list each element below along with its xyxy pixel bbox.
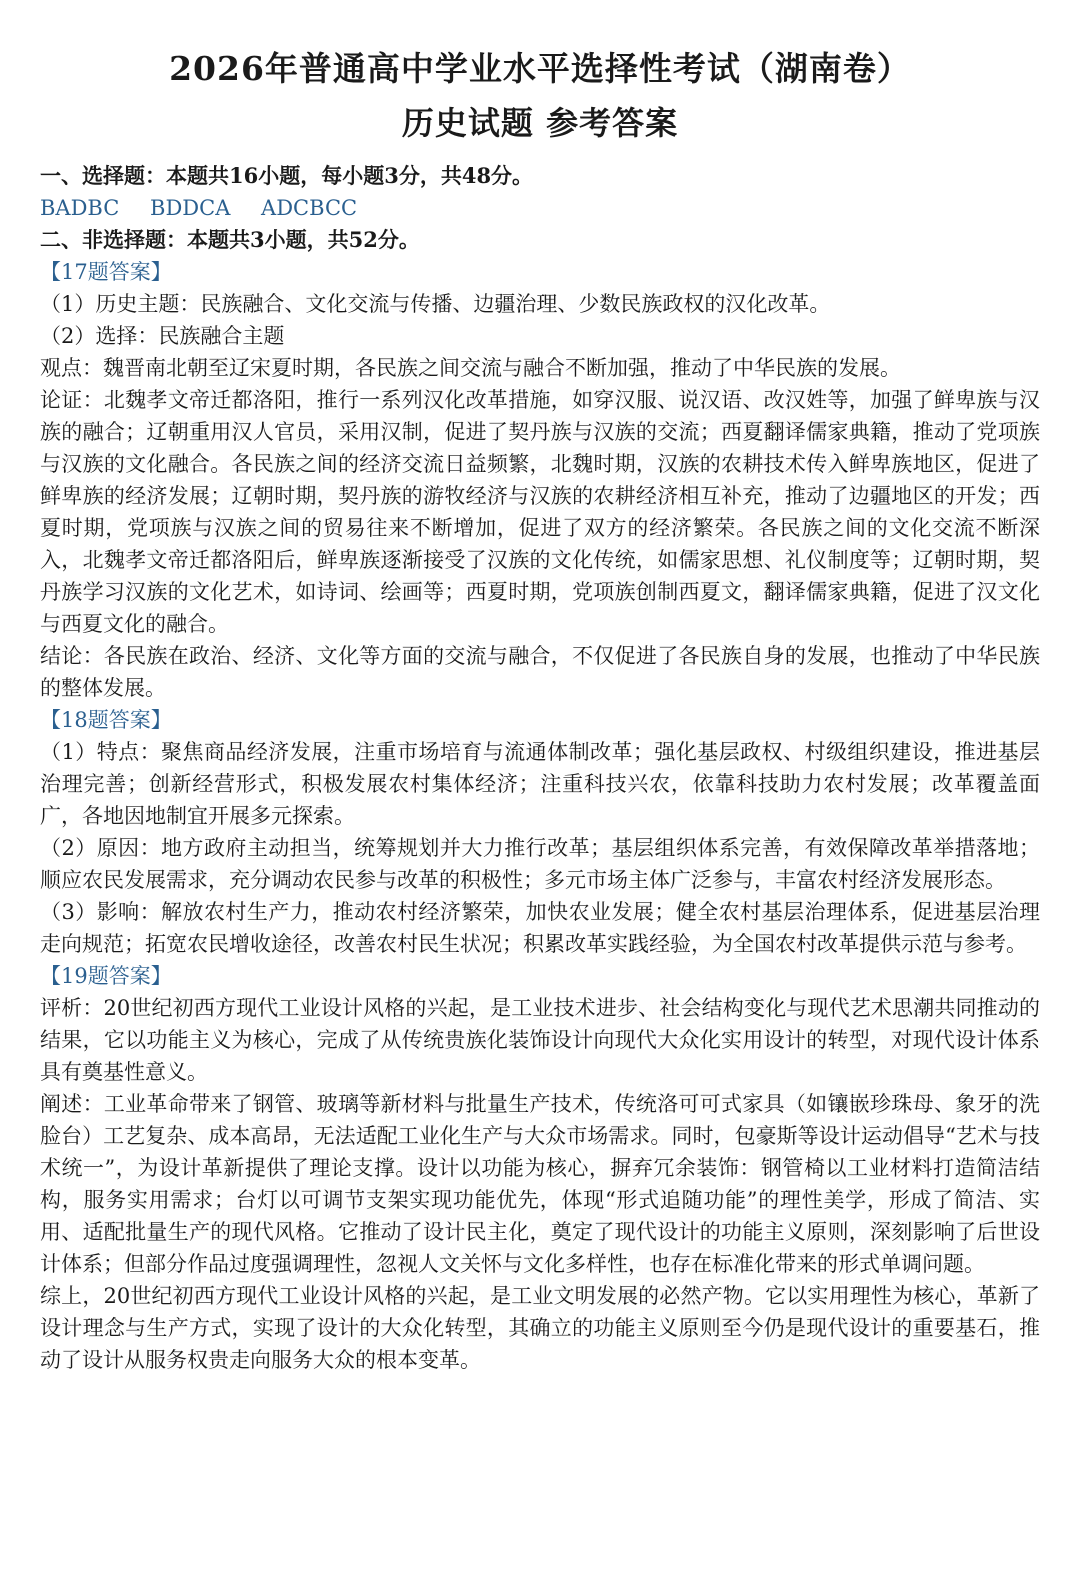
question-19-heading: 【19题答案】 [40,964,172,988]
page-title: 2026年普通高中学业水平选择性考试（湖南卷） [169,49,911,88]
question-17-heading: 【17题答案】 [40,260,172,284]
question-17-paragraph: 结论：各民族在政治、经济、文化等方面的交流与融合，不仅促进了各民族自身的发展，也推动了中华民族的整体发展。 [40,644,1040,700]
question-19-paragraph: 评析：20世纪初西方现代工业设计风格的兴起，是工业技术进步、社会结构变化与现代艺术思潮共同推动的结果，它以功能主义为核心，完成了从传统贵族化装饰设计向现代大众化实用设计的转型，对现代设计体系具有奠基性意义。 [40,996,1040,1084]
answer-group: BADBC [40,196,120,220]
multiple-choice-answers [40,192,1040,224]
question-18-paragraph: （3）影响：解放农村生产力，推动农村经济繁荣，加快农业发展；健全农村基层治理体系，促进基层治理走向规范；拓宽农民增收途径，改善农村民生状况；积累改革实践经验，为全国农村改革提供示范与参考。 [40,900,1040,956]
section-non-choice-heading: 二、非选择题：本题共3小题，共52分。 [40,227,420,252]
page-subtitle: 历史试题 参考答案 [401,104,679,142]
question-19-paragraph: 阐述：工业革命带来了钢管、玻璃等新材料与批量生产技术，传统洛可可式家具（如镶嵌珍珠母、象牙的洗脸台）工艺复杂、成本高昂，无法适配工业化生产与大众市场需求。同时，包豪斯等设计运动倡导“艺术与技术统一”，为设计革新提供了理论支撑。设计以功能为核心，摒弃冗余装饰：钢管椅以工业材料打造简洁结构，服务实用需求；台灯以可调节支架实现功能优先，体现“形式追随功能”的理性美学，形成了简洁、实用、适配批量生产的现代风格。它推动了设计民主化，奠定了现代设计的功能主义原则，深刻影响了后世设计体系；但部分作品过度强调理性，忽视人文关怀与文化多样性，也存在标准化带来的形式单调问题。 [40,1092,1040,1276]
question-17-paragraph: （1）历史主题：民族融合、文化交流与传播、边疆治理、少数民族政权的汉化改革。 [40,292,831,316]
answer-group: ADCBCC [261,196,358,220]
question-18-heading: 【18题答案】 [40,708,172,732]
answer-group: BDDCA [150,196,231,220]
question-18-paragraph: （1）特点：聚焦商品经济发展，注重市场培育与流通体制改革；强化基层政权、村级组织建设，推进基层治理完善；创新经营形式，积极发展农村集体经济；注重科技兴农，依靠科技助力农村发展；改革覆盖面广，各地因地制宜开展多元探索。 [40,740,1040,828]
question-17-paragraph: （2）选择：民族融合主题 [40,324,285,348]
section-multiple-choice-heading: 一、选择题：本题共16小题，每小题3分，共48分。 [40,163,534,188]
question-19-paragraph: 综上，20世纪初西方现代工业设计风格的兴起，是工业文明发展的必然产物。它以实用理性为核心，革新了设计理念与生产方式，实现了设计的大众化转型，其确立的功能主义原则至今仍是现代设计的重要基石，推动了设计从服务权贵走向服务大众的根本变革。 [40,1284,1040,1372]
question-17-paragraph: 观点：魏晋南北朝至辽宋夏时期，各民族之间交流与融合不断加强，推动了中华民族的发展。 [40,356,901,380]
question-17-paragraph: 论证：北魏孝文帝迁都洛阳，推行一系列汉化改革措施，如穿汉服、说汉语、改汉姓等，加强了鲜卑族与汉族的融合；辽朝重用汉人官员，采用汉制，促进了契丹族与汉族的交流；西夏翻译儒家典籍，推动了党项族与汉族的文化融合。各民族之间的经济交流日益频繁，北魏时期，汉族的农耕技术传入鲜卑族地区，促进了鲜卑族的经济发展；辽朝时期，契丹族的游牧经济与汉族的农耕经济相互补充，推动了边疆地区的开发；西夏时期，党项族与汉族之间的贸易往来不断增加，促进了双方的经济繁荣。各民族之间的文化交流不断深入，北魏孝文帝迁都洛阳后，鲜卑族逐渐接受了汉族的文化传统，如儒家思想、礼仪制度等；辽朝时期，契丹族学习汉族的文化艺术，如诗词、绘画等；西夏时期，党项族创制西夏文，翻译儒家典籍，促进了汉文化与西夏文化的融合。 [40,388,1040,636]
question-18-paragraph: （2）原因：地方政府主动担当，统筹规划并大力推行改革；基层组织体系完善，有效保障改革举措落地；顺应农民发展需求，充分调动农民参与改革的积极性；多元市场主体广泛参与，丰富农村经济发展形态。 [40,836,1040,892]
